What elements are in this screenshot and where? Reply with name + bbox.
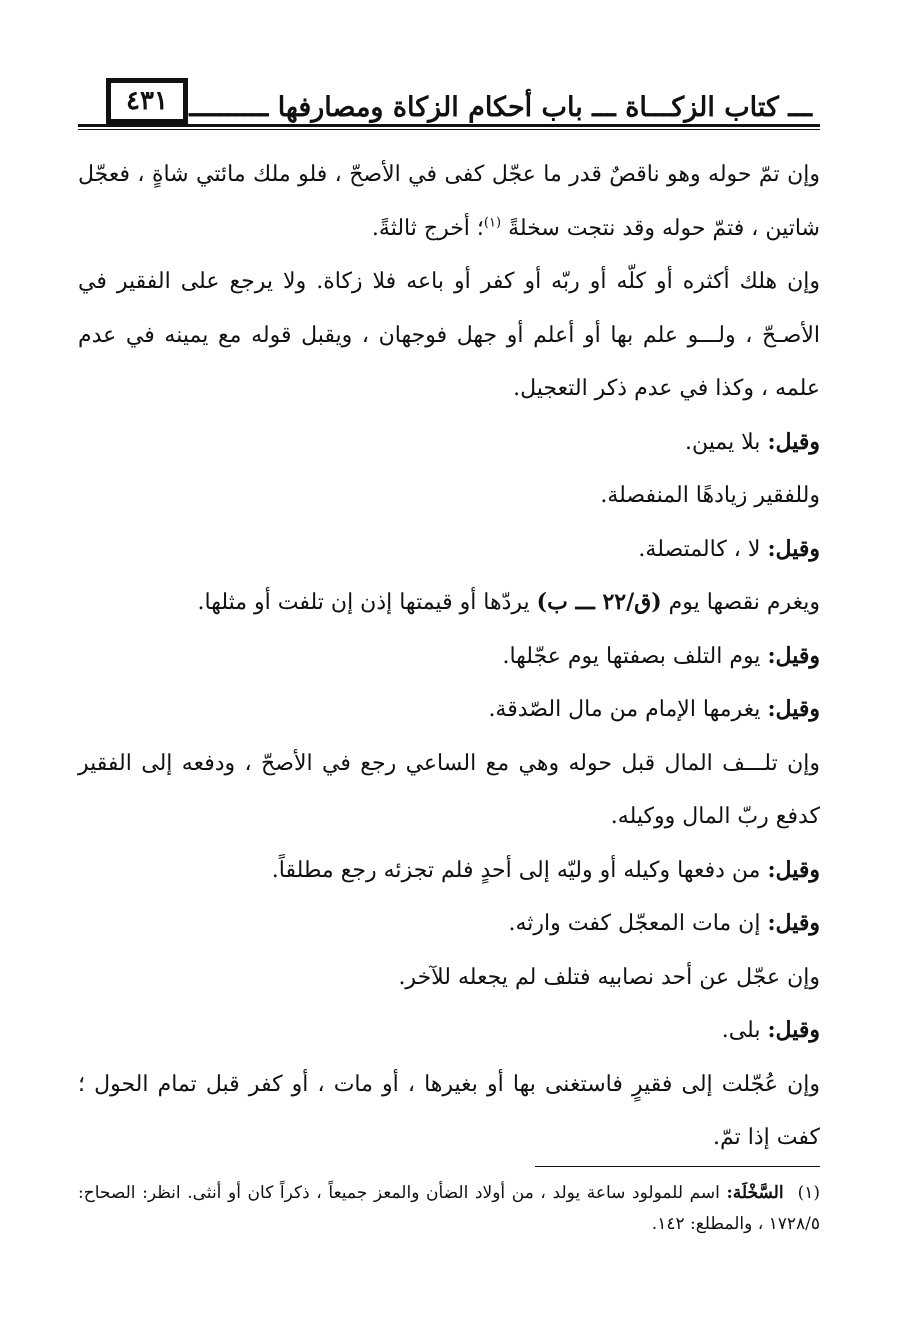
paragraph: وللفقير زيادهًا المنفصلة.: [600, 483, 820, 508]
footnote-separator: [535, 1166, 820, 1167]
paragraph: [78, 148, 820, 255]
manuscript-folio-ref: (ق/٢٢ ـــ ب): [536, 589, 662, 615]
paragraph-text: يوم التلف بصفتها يوم عجّلها.: [502, 643, 768, 669]
paragraph: وإن تلـــف المال قبل حوله وهي مع الساعي رجع في الأصحّ ، ودفعه إلى الفقير كدفع ربّ المال ووكيله.: [78, 750, 820, 829]
paragraph: [78, 416, 820, 470]
paragraph: [78, 630, 820, 684]
paragraph: [78, 523, 820, 577]
header-rule-thin: [78, 129, 820, 130]
qila-label: وقيل:: [767, 856, 820, 883]
paragraph: [78, 683, 820, 737]
paragraph-text: وإن تمّ حوله وهو ناقصٌ قدر ما عجّل كفى في الأصحّ ، فلو ملك مائتي شاةٍ ، فعجّل شاتين ، فتمّ حوله وقد نتجت سخلةً: [78, 162, 820, 241]
qila-label: وقيل:: [767, 642, 820, 669]
paragraph-text: إن مات المعجّل كفت وارثه.: [508, 911, 768, 936]
paragraph: [78, 897, 820, 951]
paragraph: [78, 576, 820, 630]
page-header: [78, 70, 820, 128]
paragraph-text: يردّها أو قيمتها إذن إن تلفت أو مثلها.: [197, 590, 537, 615]
qila-label: وقيل:: [767, 428, 820, 455]
page-number: ٤٣١: [106, 78, 188, 124]
header-rule-thick: [78, 124, 820, 127]
paragraph-text: بلى.: [721, 1018, 768, 1043]
paragraph: وإن عجّل عن أحد نصابيه فتلف لم يجعله للآخر.: [398, 964, 820, 990]
paragraph-text: يغرمها الإمام من مال الصّدقة.: [488, 697, 768, 722]
paragraph-text: بلا يمين.: [684, 429, 768, 455]
paragraph-text: ويغرم نقصها يوم: [661, 590, 820, 615]
qila-label: وقيل:: [767, 535, 820, 562]
paragraph: وإن هلك أكثره أو كلّه أو ربّه أو كفر أو باعه فلا زكاة. ولا يرجع على الفقير في الأصـحّ ، ولـــو علم بها أو أعلم أو جهل فوجهان ، ويقبل قوله مع يمينه في عدم علمه ، وكذا في عدم ذكر التعجيل.: [78, 269, 820, 401]
paragraph-text: ؛ أخرج ثالثةً.: [371, 215, 484, 241]
footnote: [78, 1178, 820, 1240]
qila-label: وقيل:: [767, 696, 820, 722]
qila-label: وقيل:: [767, 910, 820, 936]
paragraph-text: من دفعها وكيله أو وليّه إلى أحدٍ فلم تجزئه رجع مطلقاً.: [271, 857, 768, 883]
paragraph-text: لا ، كالمتصلة.: [638, 536, 768, 562]
running-title: ـــ كتاب الزكـــاة ـــ باب أحكام الزكاة ومصارفها ــــــــــ: [189, 92, 812, 123]
footnote-term: السَّخْلَة:: [726, 1183, 784, 1203]
footnote-marker: (١): [797, 1183, 820, 1203]
footnote-text: اسم للمولود ساعة يولد ، من أولاد الضأن والمعز جميعاً ، ذكراً كان أو أنثى. انظر: الصحاح: ١٧٢٨/٥ ، والمطلع: ١٤٢.: [78, 1183, 820, 1234]
qila-label: وقيل:: [767, 1017, 820, 1043]
paragraph: وإن عُجّلت إلى فقيرٍ فاستغنى بها أو بغيرها ، أو مات ، أو كفر قبل تمام الحول ؛ كفت إذا تمّ.: [78, 1071, 820, 1150]
paragraph: [78, 844, 820, 898]
body-text: [78, 148, 820, 1165]
footnote-reference[interactable]: (١): [483, 215, 502, 231]
paragraph: [78, 1004, 820, 1058]
